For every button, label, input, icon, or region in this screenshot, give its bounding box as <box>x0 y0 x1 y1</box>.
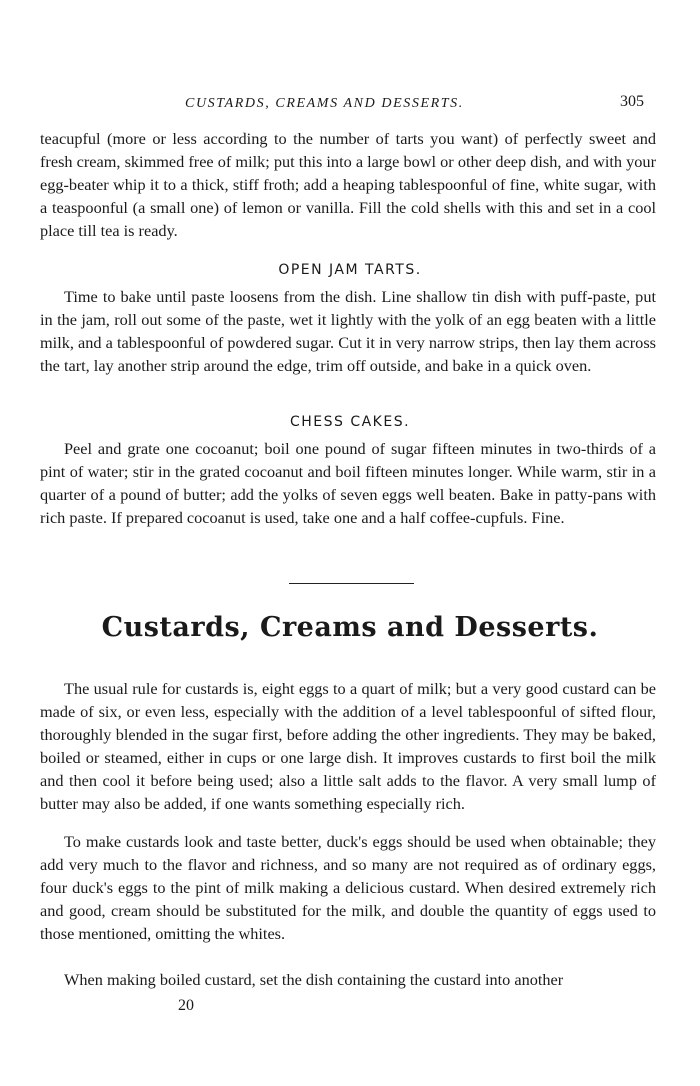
recipe-body: Time to bake until paste loosens from the dish. Line shallow tin dish with puff-paste, put in the jam, roll out some of the paste, wet it lightly with the yolk of an egg beaten with a little milk, and a tablespoonful of powdered sugar. Cut it in very narrow strips, then lay them across the tart, lay another strip around the edge, trim off outside, and bake in a quick oven. <box>40 287 656 376</box>
recipe-body: Peel and grate one cocoanut; boil one pound of sugar fifteen minutes in two-thirds of a pint of water; stir in the grated cocoanut and boil fifteen minutes longer. While warm, stir in a quarter of a pound of butter; add the yolks of seven eggs well beaten. Bake in patty-pans with rich paste. If prepared cocoanut is used, take one and a half coffee-cupfuls. Fine. <box>40 439 656 528</box>
section-paragraph-3 <box>40 968 656 991</box>
continuation-paragraph: teacupful (more or less according to the number of tarts you want) of perfectly sweet and fresh cream, skimmed free of milk; put this into a large bowl or other deep dish, and with your egg-beater whip it to a thick, stiff froth; add a heaping tablespoonful of fine, white sugar, with a teaspoonful (a small one) of lemon or vanilla. Fill the cold shells with this and set in a cool place till tea is ready. <box>40 129 656 241</box>
page-number: 305 <box>620 93 644 110</box>
section-title: Custards, Creams and Desserts. <box>101 612 599 643</box>
signature-mark: 20 <box>178 997 194 1014</box>
recipe-text-open-jam-tarts <box>40 285 656 377</box>
paragraph-text: The usual rule for custards is, eight eggs to a quart of milk; but a very good custard can be made of six, or even less, especially with the addition of a level tablespoonful of sifted flour, thoroughly blended in the sugar first, before adding the other ingredients. They may be baked, boiled or steamed, either in cups or one large dish. It improves custards to first boil the milk and then cool it before being used; also a little salt adds to the flavor. A very small lump of butter may also be added, if one wants something especially rich. <box>40 679 656 814</box>
section-paragraph-2 <box>40 830 656 945</box>
running-head: CUSTARDS, CREAMS AND DESSERTS. <box>185 96 464 111</box>
paragraph-text: To make custards look and taste better, duck's eggs should be used when obtainable; they add very much to the flavor and richness, and so many are not required as of ordinary eggs, four duck's eggs to the pint of milk making a delicious custard. When desired extremely rich and good, cream should be substituted for the milk, and double the quantity of eggs used to those mentioned, omitting the whites. <box>40 832 656 944</box>
recipe-text-chess-cakes <box>40 437 656 529</box>
paragraph-text: When making boiled custard, set the dish containing the custard into another <box>64 970 564 989</box>
section-divider <box>289 583 414 584</box>
recipe-title-chess-cakes: CHESS CAKES. <box>289 414 411 430</box>
section-paragraph-1 <box>40 677 656 816</box>
recipe-title-open-jam-tarts: OPEN JAM TARTS. <box>278 262 422 278</box>
